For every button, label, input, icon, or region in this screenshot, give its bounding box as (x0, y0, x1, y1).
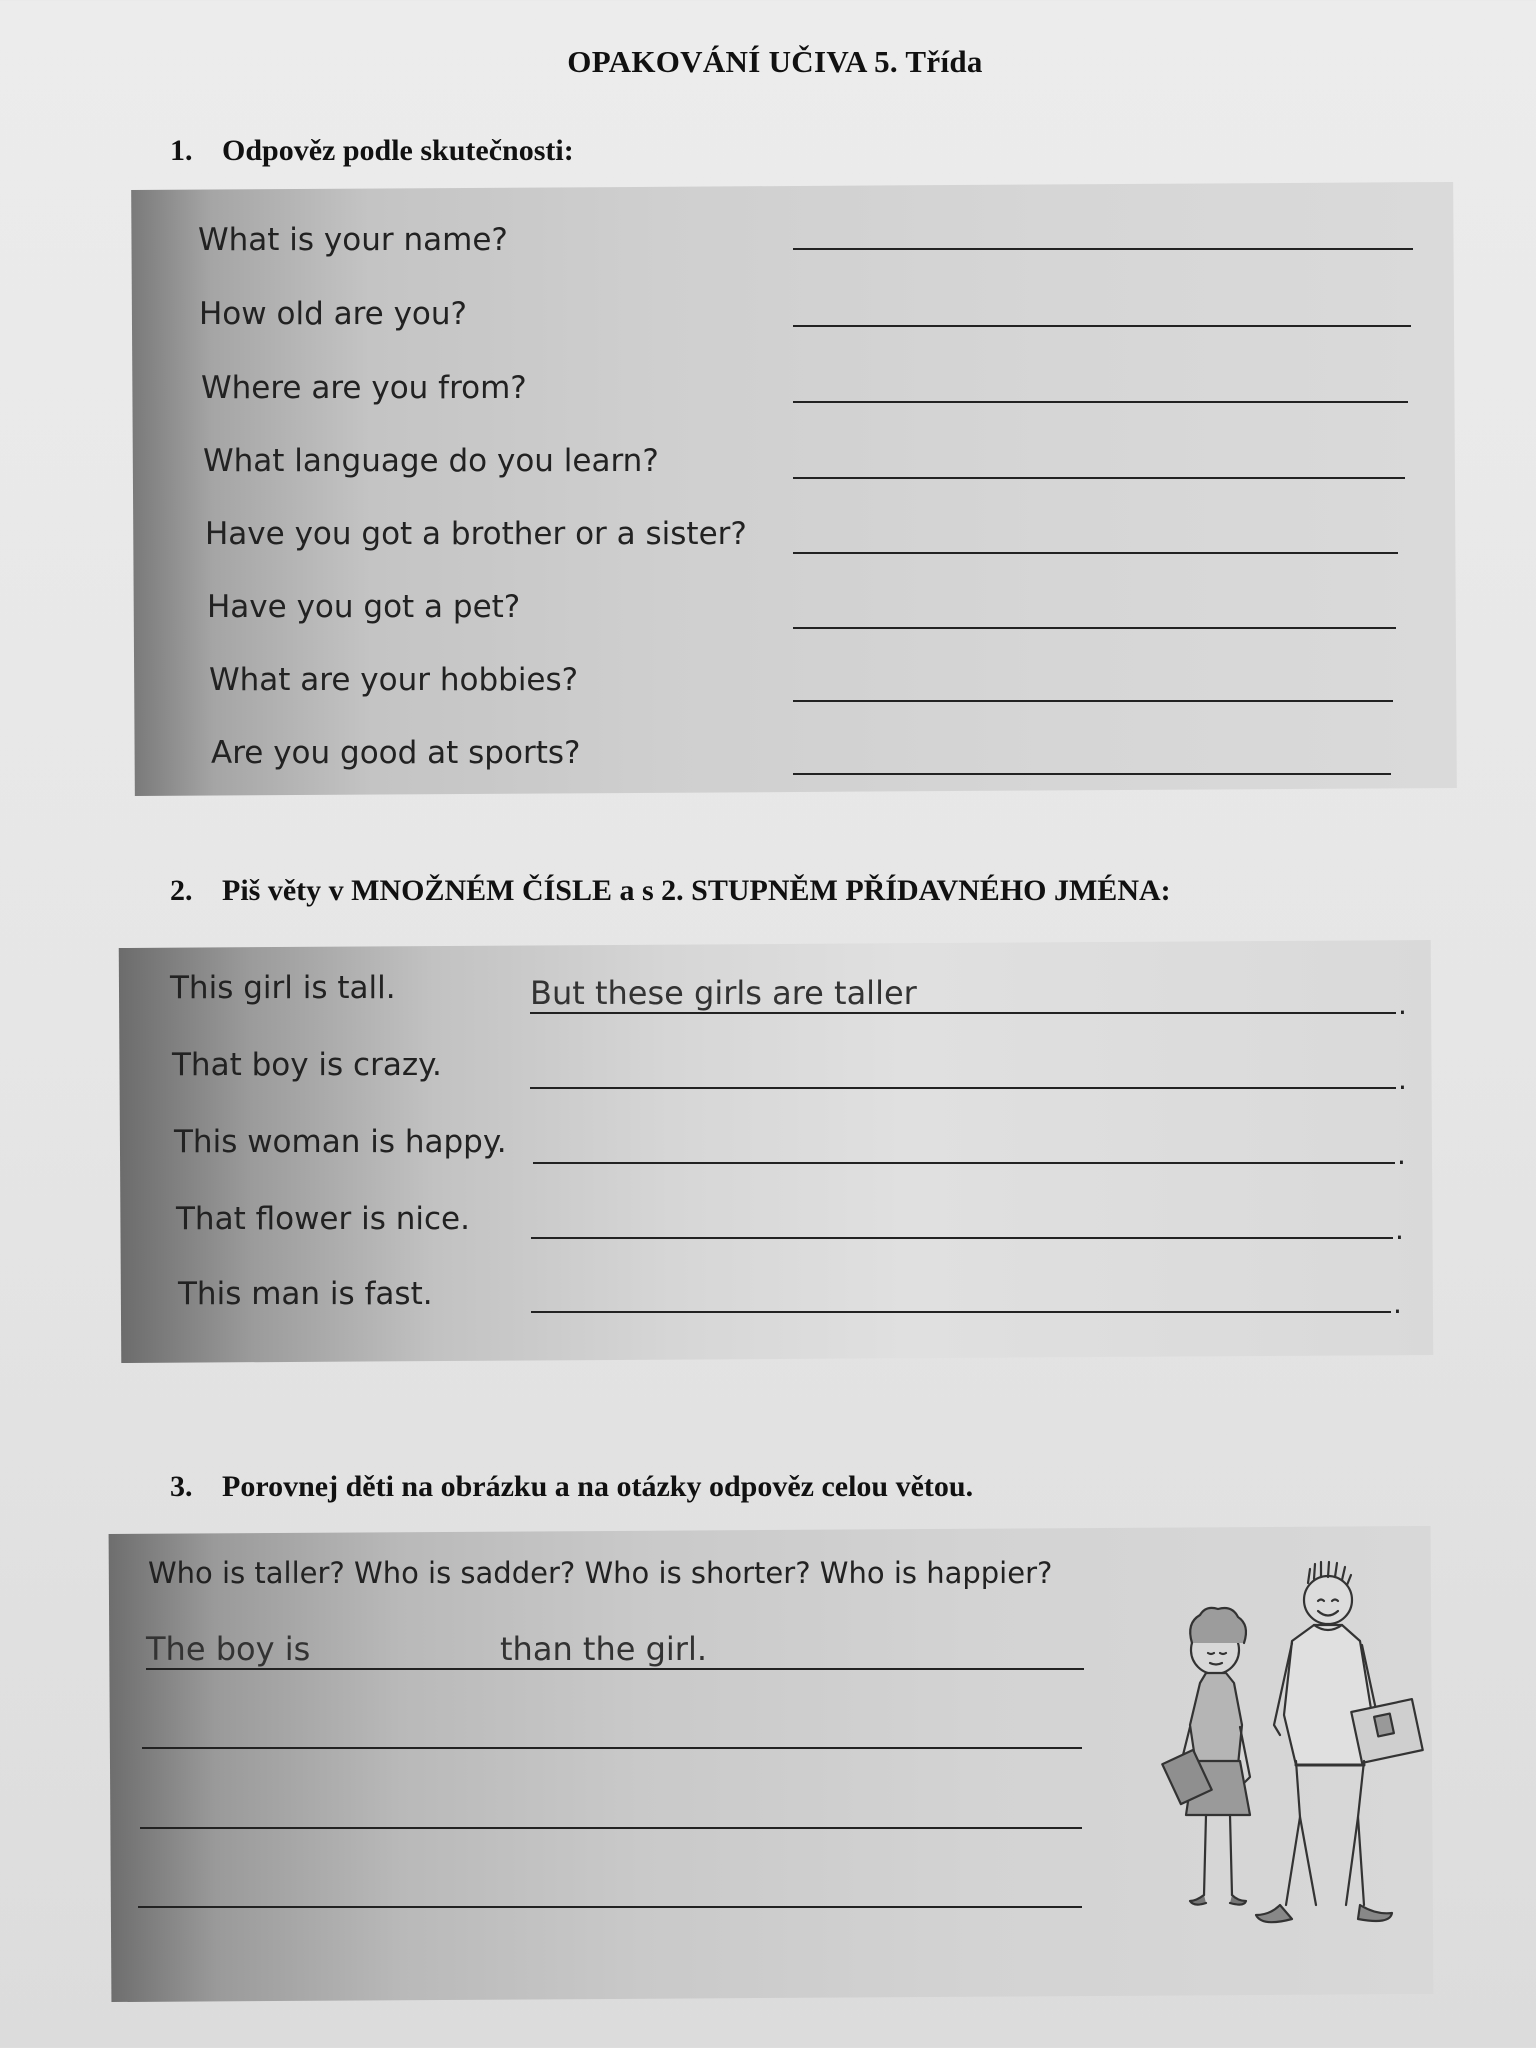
section3-heading-text: Porovnej děti na obrázku a na otázky odpověz celou větou. (222, 1470, 974, 1503)
sentence-flower: That flower is nice. (176, 1201, 470, 1237)
question-siblings: Have you got a brother or a sister? (205, 516, 747, 552)
sentence-boy: That boy is crazy. (172, 1047, 442, 1083)
girl-figure (1162, 1608, 1250, 1905)
answer-line-1[interactable] (793, 248, 1413, 250)
answer-line-4[interactable] (793, 477, 1405, 479)
comparison-line-2[interactable] (142, 1747, 1082, 1749)
answer-line-2[interactable] (793, 325, 1411, 327)
comparison-line-1[interactable] (146, 1668, 1084, 1670)
section1-heading-text: Odpověz podle skutečnosti: (222, 134, 574, 167)
section2-heading-text: Piš věty v MNOŽNÉM ČÍSLE a s 2. STUPNĚM PŘÍDAVNÉHO JMÉNA: (222, 874, 1171, 907)
example-start: The boy is (146, 1630, 311, 1668)
sentence-man: This man is fast. (178, 1276, 433, 1312)
section2-number: 2. (170, 874, 193, 907)
answer-line-3[interactable] (793, 401, 1408, 403)
example-answer: But these girls are taller (530, 974, 917, 1012)
answer-line-6[interactable] (793, 627, 1396, 629)
question-pet: Have you got a pet? (207, 589, 521, 625)
example-end: than the girl. (500, 1630, 707, 1668)
sentence-woman: This woman is happy. (174, 1124, 507, 1160)
question-origin: Where are you from? (201, 370, 527, 406)
plural-line-2[interactable] (530, 1087, 1396, 1089)
plural-line-5[interactable] (531, 1311, 1391, 1313)
line-end-5: . (1393, 1287, 1402, 1320)
answer-line-7[interactable] (793, 700, 1393, 702)
section1-heading (170, 134, 574, 168)
question-language: What language do you learn? (203, 443, 659, 479)
question-hobbies: What are your hobbies? (209, 662, 579, 698)
boy-figure (1256, 1562, 1423, 1922)
sentence-girl: This girl is tall. (170, 970, 396, 1006)
answer-line-8[interactable] (793, 773, 1391, 775)
section3-heading (170, 1470, 973, 1504)
section2-heading (170, 874, 1171, 908)
comparison-line-3[interactable] (140, 1827, 1082, 1829)
question-age: How old are you? (199, 296, 467, 332)
comparison-line-4[interactable] (138, 1906, 1082, 1908)
line-end-3: . (1397, 1138, 1406, 1171)
plural-line-1[interactable] (530, 1012, 1396, 1014)
boy-and-girl-illustration (1150, 1555, 1430, 1975)
line-end-4: . (1395, 1213, 1404, 1246)
section1-number: 1. (170, 134, 193, 167)
section3-questions: Who is taller? Who is sadder? Who is shorter? Who is happier? (148, 1556, 1053, 1590)
question-name: What is your name? (198, 222, 508, 258)
line-end-2: . (1398, 1063, 1407, 1096)
line-end-1: . (1398, 988, 1407, 1021)
plural-line-4[interactable] (531, 1237, 1393, 1239)
section3-number: 3. (170, 1470, 193, 1503)
page-title: OPAKOVÁNÍ UČIVA 5. Třída (567, 44, 983, 79)
answer-line-5[interactable] (793, 552, 1398, 554)
plural-line-3[interactable] (533, 1162, 1395, 1164)
question-sports: Are you good at sports? (211, 735, 581, 771)
section1-box (131, 182, 1457, 796)
